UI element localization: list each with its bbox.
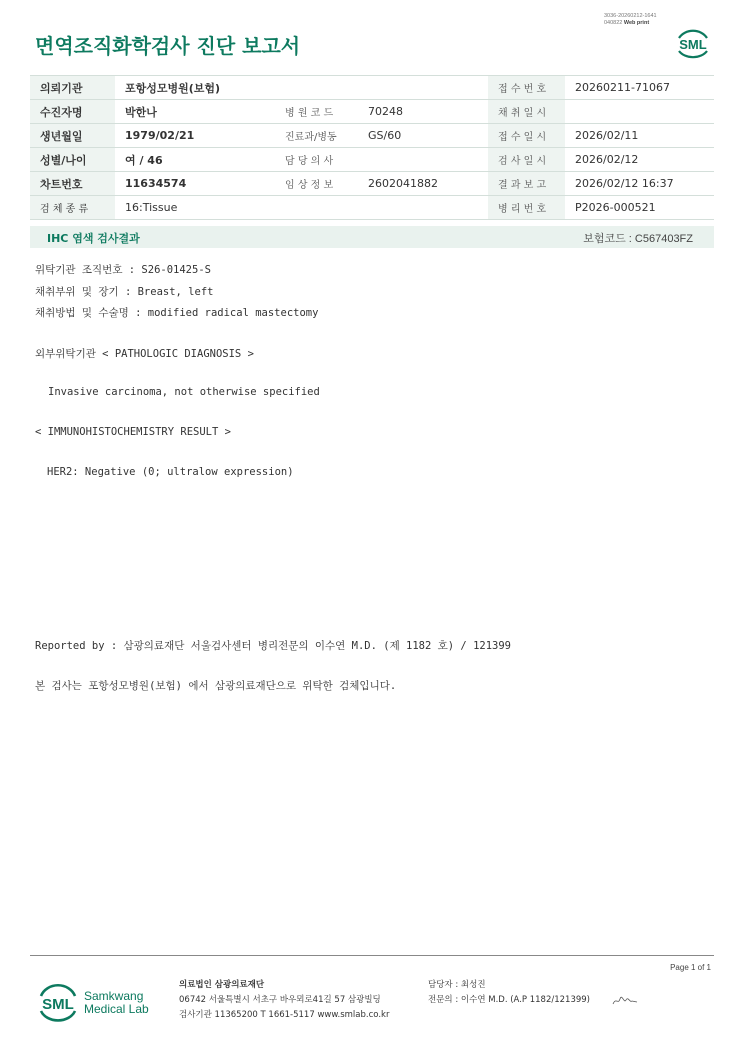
footer-org-block [179, 978, 389, 1023]
section-header [30, 226, 714, 248]
label-hospital-code: 병 원 코 드 [275, 100, 358, 124]
value-birth-date: 1979/02/21 [115, 124, 275, 148]
sml-logo-icon [673, 26, 713, 62]
lab-name-line2: Medical Lab [84, 1002, 149, 1016]
footer-logo-text: SML [42, 996, 74, 1013]
print-id-code: 040822 [604, 20, 623, 26]
info-row [30, 148, 714, 172]
label-department: 진료과/병동 [275, 124, 358, 148]
info-row [30, 76, 714, 100]
signature-icon [612, 995, 638, 1007]
label-result-report: 결 과 보 고 [488, 172, 565, 196]
value-patient-name: 박한나 [115, 100, 275, 124]
label-receipt-date: 접 수 일 시 [488, 124, 565, 148]
label-clinical-info: 임 상 정 보 [275, 172, 358, 196]
lab-name-line1: Samkwang [84, 989, 144, 1003]
label-birth-date: 생년월일 [30, 124, 115, 148]
footer-org: 의료법인 삼광의료재단 [179, 980, 265, 990]
report-line-procedure: 채취방법 및 수술명 : modified radical mastectomy [35, 307, 319, 319]
report-line-her2: HER2: Negative (0; ultralow expression) [47, 466, 294, 478]
label-pathology-number: 병 리 번 호 [488, 196, 565, 220]
value-requesting-institution: 포항성모병원(보험) [115, 76, 488, 100]
footer-contact: 검사기관 11365200 T 1661-5117 www.smlab.co.kr [179, 1010, 390, 1020]
label-collection-date: 채 취 일 시 [488, 100, 565, 124]
print-id [604, 13, 657, 27]
value-receipt-number: 20260211-71067 [565, 76, 714, 100]
sml-footer-logo-icon [36, 979, 80, 1027]
value-specimen-type: 16:Tissue [115, 196, 488, 220]
footer-person-in-charge: 담당자 : 최성진 [428, 980, 486, 990]
report-line-tissue-number: 위탁기관 조직번호 : S26-01425-S [35, 264, 211, 276]
info-row [30, 196, 714, 220]
reported-by: Reported by : 삼광의료재단 서울검사센터 병리전문의 이수연 M.D. (제 1182 호) / 121399 [35, 640, 512, 652]
value-chart-number: 11634574 [115, 172, 275, 196]
patient-info-table [30, 75, 714, 220]
logo-text: SML [679, 37, 707, 52]
info-row [30, 124, 714, 148]
page-title: 면역조직화학검사 진단 보고서 [35, 34, 301, 58]
value-test-date: 2026/02/12 [565, 148, 714, 172]
report-line-diagnosis-header: 외부위탁기관 < PATHOLOGIC DIAGNOSIS > [35, 348, 254, 360]
report-line-ihc-header: < IMMUNOHISTOCHEMISTRY RESULT > [35, 426, 231, 438]
insurance-code: 보험코드 : C567403FZ [583, 233, 693, 245]
footer-divider [30, 955, 714, 956]
lab-name [84, 990, 149, 1016]
report-line-diagnosis: Invasive carcinoma, not otherwise specified [48, 386, 320, 398]
consignment-note: 본 검사는 포항성모병원(보험) 에서 삼광의료재단으로 위탁한 검체입니다. [35, 680, 397, 692]
label-receipt-number: 접 수 번 호 [488, 76, 565, 100]
page-number: Page 1 of 1 [670, 963, 711, 972]
info-row [30, 100, 714, 124]
report-line-collection-site: 채취부위 및 장기 : Breast, left [35, 286, 214, 298]
footer-staff-block [428, 978, 590, 1008]
value-physician [358, 148, 488, 172]
value-collection-date [565, 100, 714, 124]
print-id-line1: 3036-20260212-1641 [604, 13, 657, 19]
footer-specialist: 전문의 : 이수연 M.D. (A.P 1182/121399) [428, 995, 590, 1005]
value-department: GS/60 [358, 124, 488, 148]
label-requesting-institution: 의뢰기관 [30, 76, 115, 100]
label-chart-number: 차트번호 [30, 172, 115, 196]
value-result-report: 2026/02/12 16:37 [565, 172, 714, 196]
value-hospital-code: 70248 [358, 100, 488, 124]
label-physician: 담 당 의 사 [275, 148, 358, 172]
value-sex-age: 여 / 46 [115, 148, 275, 172]
value-clinical-info: 2602041882 [358, 172, 488, 196]
label-patient-name: 수진자명 [30, 100, 115, 124]
footer-address: 06742 서울특별시 서초구 바우뫼로41길 57 삼광빌딩 [179, 995, 381, 1005]
print-id-label: Web print [623, 20, 650, 26]
label-specimen-type: 검 체 종 류 [30, 196, 115, 220]
value-pathology-number: P2026-000521 [565, 196, 714, 220]
label-sex-age: 성별/나이 [30, 148, 115, 172]
label-test-date: 검 사 일 시 [488, 148, 565, 172]
info-row [30, 172, 714, 196]
value-receipt-date: 2026/02/11 [565, 124, 714, 148]
section-title: IHC 염색 검사결과 [47, 232, 140, 245]
